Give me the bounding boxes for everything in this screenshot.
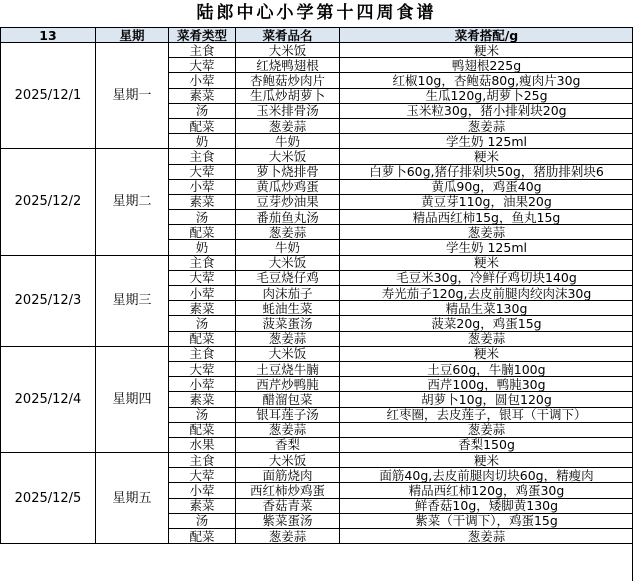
dish-cell: 豆芽炒油果 — [236, 194, 340, 209]
dish-cell: 大米饭 — [236, 43, 340, 58]
dish-cell: 杏鲍菇炒肉片 — [236, 73, 340, 88]
weekday-cell: 星期二 — [96, 149, 169, 255]
ingredients-cell: 精品西红柿15g，鱼丸15g — [340, 210, 633, 225]
ingredients-cell: 精品生菜130g — [340, 301, 633, 316]
ingredients-cell: 寿光茄子120g,去皮前腿肉绞肉沫30g — [340, 286, 633, 301]
ingredients-cell: 粳米 — [340, 346, 633, 361]
type-cell: 素菜 — [169, 301, 236, 316]
table-row — [1, 149, 633, 164]
type-cell: 配菜 — [169, 529, 236, 544]
type-cell: 小荤 — [169, 377, 236, 392]
ingredients-cell: 葱姜蒜 — [340, 331, 633, 346]
dish-cell: 大米饭 — [236, 255, 340, 270]
dish-cell: 葱姜蒜 — [236, 118, 340, 133]
table-row — [1, 453, 633, 468]
dish-cell: 蚝油生菜 — [236, 301, 340, 316]
ingredients-cell: 西芹100g，鸭肫30g — [340, 377, 633, 392]
ingredients-cell: 红枣圈，去皮莲子，银耳（干调下） — [340, 407, 633, 422]
type-cell: 素菜 — [169, 498, 236, 513]
date-cell: 2025/12/1 — [1, 43, 96, 149]
date-cell: 2025/12/4 — [1, 346, 96, 452]
dish-cell: 葱姜蒜 — [236, 225, 340, 240]
ingredients-cell: 学生奶 125ml — [340, 134, 633, 149]
dish-cell: 牛奶 — [236, 240, 340, 255]
header-dish: 菜肴品名 — [236, 28, 340, 43]
dish-cell: 玉米排骨汤 — [236, 103, 340, 118]
dish-cell: 黄瓜炒鸡蛋 — [236, 179, 340, 194]
ingredients-cell: 胡萝卜10g，圆包120g — [340, 392, 633, 407]
ingredients-cell: 黄豆芽110g，油果20g — [340, 194, 633, 209]
type-cell: 主食 — [169, 453, 236, 468]
dish-cell: 醋溜包菜 — [236, 392, 340, 407]
type-cell: 大荤 — [169, 361, 236, 376]
type-cell: 汤 — [169, 407, 236, 422]
date-cell: 2025/12/2 — [1, 149, 96, 255]
ingredients-cell: 葱姜蒜 — [340, 118, 633, 133]
type-cell: 配菜 — [169, 331, 236, 346]
table-row — [1, 255, 633, 270]
ingredients-cell: 粳米 — [340, 453, 633, 468]
ingredients-cell: 学生奶 125ml — [340, 240, 633, 255]
date-cell: 2025/12/3 — [1, 255, 96, 346]
dish-cell: 番茄鱼丸汤 — [236, 210, 340, 225]
dish-cell: 红烧鸭翅根 — [236, 58, 340, 73]
type-cell: 奶 — [169, 240, 236, 255]
type-cell: 汤 — [169, 513, 236, 528]
dish-cell: 大米饭 — [236, 149, 340, 164]
ingredients-cell: 葱姜蒜 — [340, 529, 633, 544]
ingredients-cell: 鲜香菇10g，矮脚黄130g — [340, 498, 633, 513]
dish-cell: 毛豆烧仔鸡 — [236, 270, 340, 285]
ingredients-cell: 玉米粒30g，猪小排剁块20g — [340, 103, 633, 118]
ingredients-cell: 香梨150g — [340, 437, 633, 452]
ingredients-cell: 红椒10g，杏鲍菇80g,瘦肉片30g — [340, 73, 633, 88]
type-cell: 素菜 — [169, 88, 236, 103]
dish-cell: 西红柿炒鸡蛋 — [236, 483, 340, 498]
ingredients-cell: 葱姜蒜 — [340, 225, 633, 240]
type-cell: 小荤 — [169, 73, 236, 88]
dish-cell: 葱姜蒜 — [236, 529, 340, 544]
type-cell: 配菜 — [169, 118, 236, 133]
dish-cell: 土豆烧牛腩 — [236, 361, 340, 376]
type-cell: 小荤 — [169, 179, 236, 194]
type-cell: 配菜 — [169, 225, 236, 240]
weekday-cell: 星期四 — [96, 346, 169, 452]
ingredients-cell: 土豆60g，牛腩100g — [340, 361, 633, 376]
page-title: 陆郎中心小学第十四周食谱 — [196, 3, 437, 23]
table-row — [1, 43, 633, 58]
dish-cell: 萝卜烧排骨 — [236, 164, 340, 179]
dish-cell: 菠菜蛋汤 — [236, 316, 340, 331]
header-ingredients: 菜肴搭配/g — [340, 28, 633, 43]
dish-cell: 香菇青菜 — [236, 498, 340, 513]
type-cell: 主食 — [169, 346, 236, 361]
date-cell: 2025/12/5 — [1, 453, 96, 544]
dish-cell: 牛奶 — [236, 134, 340, 149]
dish-cell: 大米饭 — [236, 453, 340, 468]
dish-cell: 香梨 — [236, 437, 340, 452]
ingredients-cell: 菠菜20g，鸡蛋15g — [340, 316, 633, 331]
type-cell: 奶 — [169, 134, 236, 149]
type-cell: 汤 — [169, 316, 236, 331]
type-cell: 主食 — [169, 255, 236, 270]
dish-cell: 葱姜蒜 — [236, 331, 340, 346]
ingredients-cell: 葱姜蒜 — [340, 422, 633, 437]
weekday-cell: 星期三 — [96, 255, 169, 346]
type-cell: 大荤 — [169, 270, 236, 285]
dish-cell: 大米饭 — [236, 346, 340, 361]
menu-body — [1, 43, 633, 544]
type-cell: 大荤 — [169, 164, 236, 179]
ingredients-cell: 粳米 — [340, 149, 633, 164]
header-day: 星期 — [96, 28, 169, 43]
ingredients-cell: 白萝卜60g,猪仔排剁块50g，猪肋排剁块6 — [340, 164, 633, 179]
ingredients-cell: 粳米 — [340, 255, 633, 270]
header-week: 13 — [1, 28, 96, 43]
weekday-cell: 星期一 — [96, 43, 169, 149]
type-cell: 大荤 — [169, 58, 236, 73]
ingredients-cell: 粳米 — [340, 43, 633, 58]
dish-cell: 西芹炒鸭肫 — [236, 377, 340, 392]
header-type: 菜肴类型 — [169, 28, 236, 43]
type-cell: 小荤 — [169, 483, 236, 498]
table-row — [1, 346, 633, 361]
dish-cell: 葱姜蒜 — [236, 422, 340, 437]
type-cell: 主食 — [169, 43, 236, 58]
ingredients-cell: 紫菜（干调下），鸡蛋15g — [340, 513, 633, 528]
type-cell: 汤 — [169, 210, 236, 225]
type-cell: 配菜 — [169, 422, 236, 437]
ingredients-cell: 面筋40g,去皮前腿肉切块60g，精瘦肉 — [340, 468, 633, 483]
ingredients-cell: 黄瓜90g，鸡蛋40g — [340, 179, 633, 194]
dish-cell: 紫菜蛋汤 — [236, 513, 340, 528]
ingredients-cell: 精品西红柿120g，鸡蛋30g — [340, 483, 633, 498]
dish-cell: 银耳莲子汤 — [236, 407, 340, 422]
menu-table — [0, 27, 633, 544]
type-cell: 大荤 — [169, 468, 236, 483]
type-cell: 水果 — [169, 437, 236, 452]
type-cell: 汤 — [169, 103, 236, 118]
ingredients-cell: 毛豆米30g，冷鲜仔鸡切块140g — [340, 270, 633, 285]
header-row — [1, 28, 633, 43]
type-cell: 素菜 — [169, 392, 236, 407]
type-cell: 主食 — [169, 149, 236, 164]
dish-cell: 面筋烧肉 — [236, 468, 340, 483]
ingredients-cell: 生瓜120g,胡萝卜25g — [340, 88, 633, 103]
type-cell: 小荤 — [169, 286, 236, 301]
dish-cell: 生瓜炒胡萝卜 — [236, 88, 340, 103]
type-cell: 素菜 — [169, 194, 236, 209]
ingredients-cell: 鸭翅根225g — [340, 58, 633, 73]
dish-cell: 肉沫茄子 — [236, 286, 340, 301]
weekday-cell: 星期五 — [96, 453, 169, 544]
